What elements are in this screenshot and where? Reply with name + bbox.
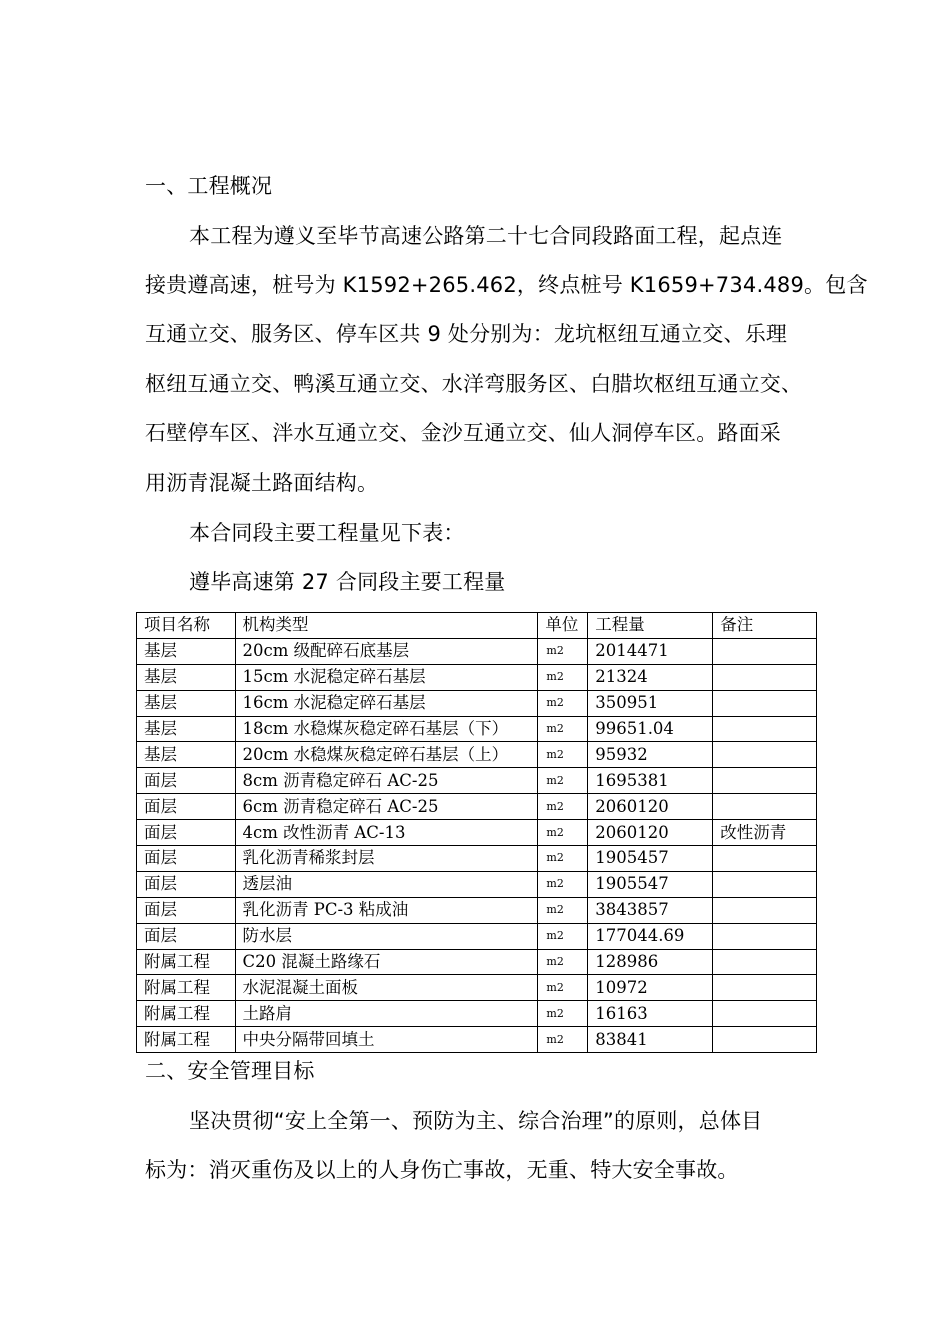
cell-item: 面层 [137,820,236,846]
cell-quantity: 10972 [588,975,713,1001]
cell-remark [713,1027,817,1053]
cell-remark [713,975,817,1001]
cell-remark [713,716,817,742]
table-row [137,846,817,872]
table-row [137,820,817,846]
table-row [137,897,817,923]
cell-type: 中央分隔带回填土 [235,1027,538,1053]
cell-item: 面层 [137,768,236,794]
cell-item: 面层 [137,923,236,949]
cell-type: 透层油 [235,871,538,897]
cell-remark [713,923,817,949]
cell-type: 18cm 水稳煤灰稳定碎石基层（下） [235,716,538,742]
header-cell-type: 机构类型 [235,613,538,639]
cell-item: 附属工程 [137,949,236,975]
cell-item: 基层 [137,690,236,716]
cell-remark [713,1001,817,1027]
cell-unit: m2 [538,846,588,872]
table-row [137,638,817,664]
cell-quantity: 177044.69 [588,923,713,949]
cell-quantity: 1695381 [588,768,713,794]
table-row [137,1027,817,1053]
cell-quantity: 16163 [588,1001,713,1027]
cell-remark [713,664,817,690]
cell-unit: m2 [538,975,588,1001]
paragraph-line: 枢纽互通立交、鸭溪互通立交、水洋弯服务区、白腊坎枢纽互通立交、 [145,372,803,396]
cell-type: 土路肩 [235,1001,538,1027]
table-row [137,664,817,690]
cell-unit: m2 [538,716,588,742]
cell-quantity: 2060120 [588,794,713,820]
cell-unit: m2 [538,664,588,690]
quantities-table [136,612,817,1053]
table-body [137,638,817,1052]
section-heading-safety: 二、安全管理目标 [145,1059,315,1083]
cell-item: 附属工程 [137,1027,236,1053]
cell-remark [713,638,817,664]
cell-remark [713,949,817,975]
cell-remark [713,690,817,716]
header-cell-unit: 单位 [538,613,588,639]
cell-type: 20cm 水稳煤灰稳定碎石基层（上） [235,742,538,768]
cell-item: 基层 [137,638,236,664]
cell-type: 20cm 级配碎石底基层 [235,638,538,664]
cell-item: 附属工程 [137,975,236,1001]
table-row [137,690,817,716]
paragraph-line: 接贵遵高速，桩号为 K1592+265.462，终点桩号 K1659+734.489。包含 [145,273,868,297]
paragraph-line: 本工程为遵义至毕节高速公路第二十七合同段路面工程，起点连 [189,224,783,248]
cell-remark [713,871,817,897]
cell-unit: m2 [538,1027,588,1053]
table-title: 遵毕高速第 27 合同段主要工程量 [189,570,506,594]
header-cell-remark: 备注 [713,613,817,639]
cell-remark: 改性沥青 [713,820,817,846]
cell-remark [713,794,817,820]
cell-type: 16cm 水泥稳定碎石基层 [235,690,538,716]
cell-type: 6cm 沥青稳定碎石 AC-25 [235,794,538,820]
cell-type: 防水层 [235,923,538,949]
paragraph-line: 用沥青混凝土路面结构。 [145,471,379,495]
cell-quantity: 95932 [588,742,713,768]
cell-quantity: 2014471 [588,638,713,664]
cell-item: 基层 [137,742,236,768]
cell-unit: m2 [538,949,588,975]
cell-quantity: 350951 [588,690,713,716]
table-row [137,794,817,820]
paragraph-line: 石壁停车区、泮水互通立交、金沙互通立交、仙人洞停车区。路面采 [145,421,781,445]
cell-unit: m2 [538,638,588,664]
cell-unit: m2 [538,820,588,846]
cell-quantity: 2060120 [588,820,713,846]
header-cell-quantity: 工程量 [588,613,713,639]
cell-quantity: 128986 [588,949,713,975]
cell-quantity: 1905457 [588,846,713,872]
paragraph-line: 标为：消灭重伤及以上的人身伤亡事故，无重、特大安全事故。 [145,1158,739,1182]
table-row [137,768,817,794]
table-row [137,975,817,1001]
section-heading-overview: 一、工程概况 [145,174,273,198]
cell-type: 8cm 沥青稳定碎石 AC-25 [235,768,538,794]
paragraph-line: 坚决贯彻“安上全第一、预防为主、综合治理”的原则，总体目 [189,1109,763,1133]
table-row [137,1001,817,1027]
cell-unit: m2 [538,897,588,923]
cell-unit: m2 [538,794,588,820]
cell-unit: m2 [538,690,588,716]
cell-unit: m2 [538,1001,588,1027]
cell-item: 面层 [137,794,236,820]
cell-quantity: 83841 [588,1027,713,1053]
cell-remark [713,768,817,794]
header-cell-item: 项目名称 [137,613,236,639]
table-intro: 本合同段主要工程量见下表： [189,521,465,545]
cell-quantity: 3843857 [588,897,713,923]
cell-item: 面层 [137,846,236,872]
cell-quantity: 21324 [588,664,713,690]
cell-item: 面层 [137,897,236,923]
cell-unit: m2 [538,923,588,949]
cell-type: 乳化沥青稀浆封层 [235,846,538,872]
table-row [137,742,817,768]
cell-quantity: 99651.04 [588,716,713,742]
cell-type: 4cm 改性沥青 AC-13 [235,820,538,846]
table-header-row [137,613,817,639]
cell-type: 15cm 水泥稳定碎石基层 [235,664,538,690]
cell-type: 乳化沥青 PC-3 粘成油 [235,897,538,923]
cell-remark [713,742,817,768]
cell-item: 基层 [137,664,236,690]
cell-item: 附属工程 [137,1001,236,1027]
paragraph-line: 互通立交、服务区、停车区共 9 处分别为：龙坑枢纽互通立交、乐理 [145,322,788,346]
cell-quantity: 1905547 [588,871,713,897]
cell-unit: m2 [538,768,588,794]
table-row [137,871,817,897]
quantities-table-container [136,612,818,1053]
cell-remark [713,846,817,872]
cell-unit: m2 [538,871,588,897]
cell-item: 基层 [137,716,236,742]
cell-unit: m2 [538,742,588,768]
table-row [137,923,817,949]
cell-type: 水泥混凝土面板 [235,975,538,1001]
cell-type: C20 混凝土路缘石 [235,949,538,975]
cell-remark [713,897,817,923]
table-row [137,949,817,975]
cell-item: 面层 [137,871,236,897]
table-row [137,716,817,742]
